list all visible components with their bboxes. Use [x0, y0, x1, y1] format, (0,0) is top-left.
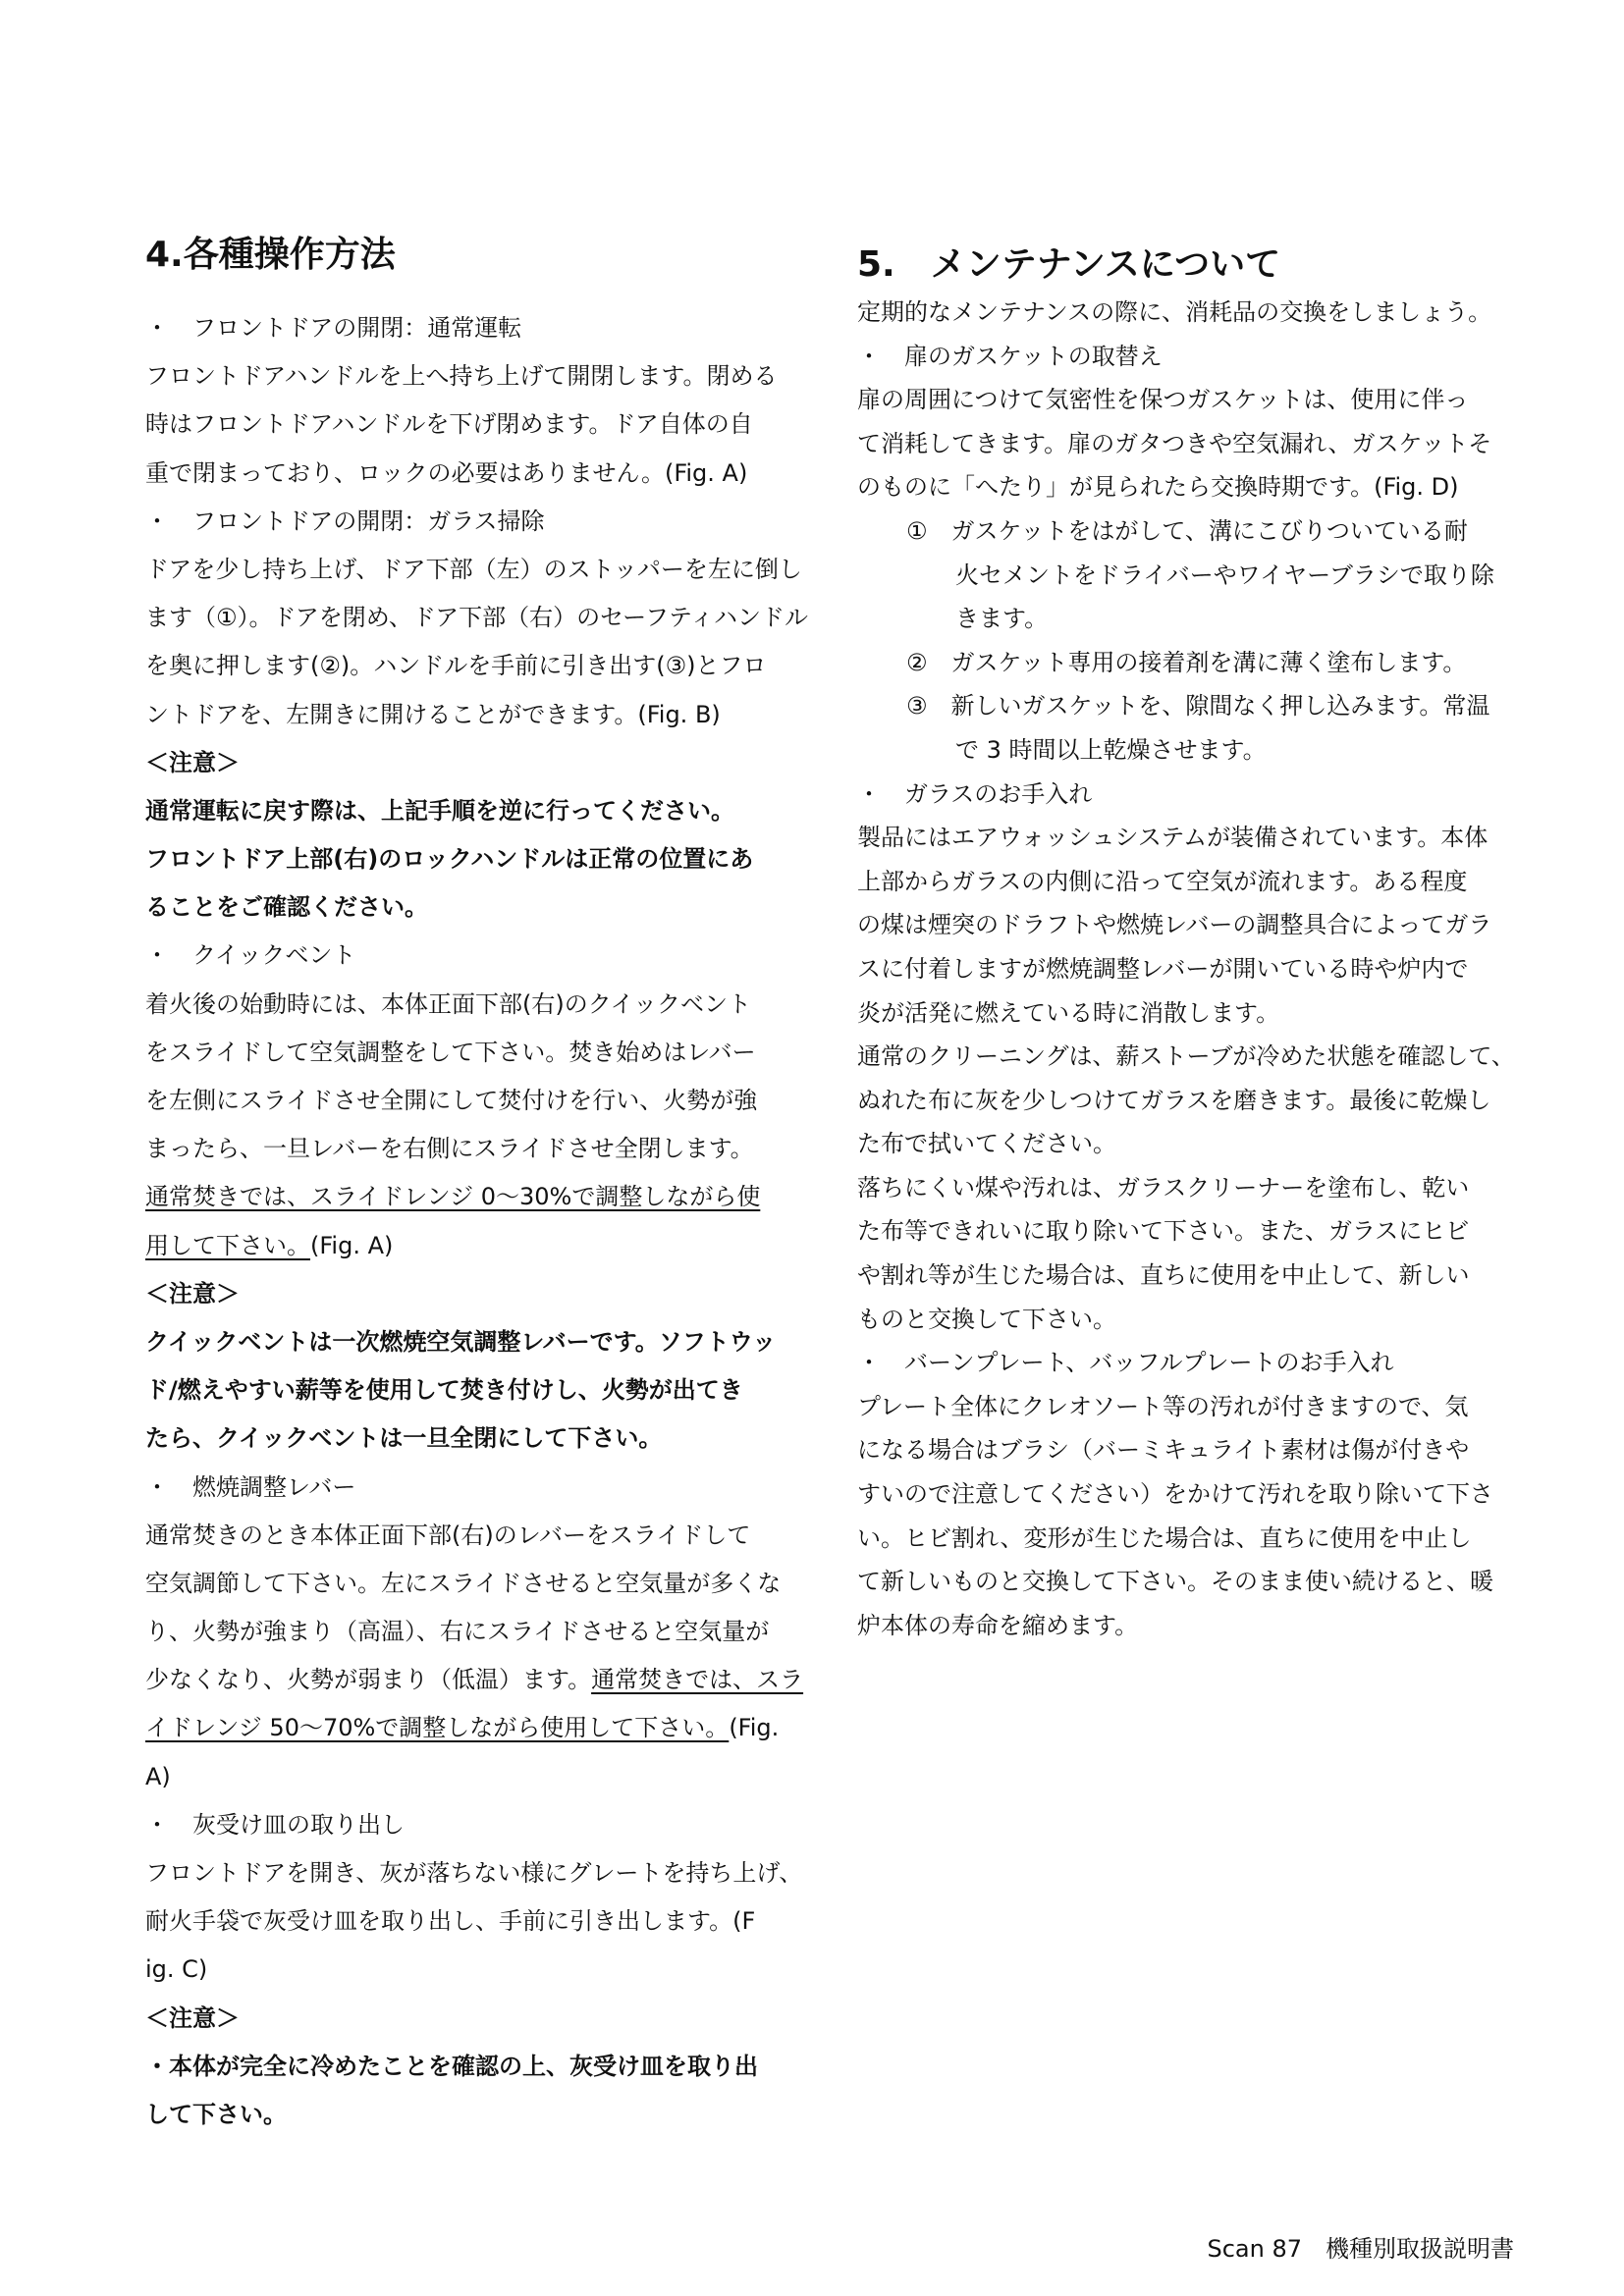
text-line [857, 991, 1517, 1036]
line-text: ものと交換して下さい。 [857, 1305, 1116, 1333]
text-line [857, 1472, 1517, 1517]
line-text: 通常焚きでは、スライドレンジ 0～30%で調整しながら使 [145, 1183, 761, 1211]
line-text: まったら、一旦レバーを右側にスライドさせ全閉します。 [145, 1135, 754, 1163]
figure-reference: (Fig. [729, 1714, 780, 1742]
line-text: イドレンジ 50～70%で調整しながら使用して下さい。 [145, 1714, 730, 1742]
text-line [145, 1222, 813, 1270]
line-text: をスライドして空気調整をして下さい。焚き始めはレバー [145, 1038, 756, 1066]
text-line [145, 594, 813, 642]
line-text: ド/燃えやすい薪等を使用して焚き付けし、火勢が出てき [145, 1376, 743, 1405]
text-line [857, 465, 1517, 509]
text-line [857, 291, 1517, 335]
text-line [145, 1029, 813, 1077]
text-line [145, 981, 813, 1029]
bullet-heading [857, 335, 1517, 379]
text-line [857, 1209, 1517, 1254]
numbered-step [857, 684, 1517, 728]
text-line [145, 1077, 813, 1125]
line-text: ・ フロントドアの開閉：通常運転 [145, 314, 522, 342]
text-line [145, 1849, 813, 1897]
line-text: 通常運転に戻す際は、上記手順を逆に行ってください。 [145, 796, 734, 825]
caution-line [145, 1995, 813, 2043]
text-line [145, 1608, 813, 1656]
text-line [857, 728, 1517, 773]
text-line [857, 378, 1517, 422]
line-text: を奥に押します(②)。ハンドルを手前に引き出す(③)とフロ [145, 652, 767, 680]
line-text: ＜注意＞ [145, 748, 240, 776]
line-text: 炎が活発に燃えている時に消散します。 [857, 998, 1280, 1027]
line-text: ・本体が完全に冷めたことを確認の上、灰受け皿を取り出 [145, 2052, 758, 2080]
text-line [857, 1166, 1517, 1210]
line-text: ig. C) [145, 1955, 208, 1984]
line-text: ＜注意＞ [145, 2003, 240, 2032]
line-text: ントドアを、左開きに開けることができます。(Fig. B) [145, 700, 721, 728]
text-line [857, 1560, 1517, 1604]
text-line [145, 400, 813, 449]
line-text: 定期的なメンテナンスの際に、消耗品の交換をしましょう。 [857, 298, 1492, 326]
text-line [857, 1517, 1517, 1561]
line-text: 炉本体の寿命を縮めます。 [857, 1611, 1139, 1639]
line-text: ① ガスケットをはがして、溝にこびりついている耐 [906, 516, 1468, 545]
line-text: い。ヒビ割れ、変形が生じた場合は、直ちに使用を中止し [857, 1523, 1472, 1552]
text-line [145, 1173, 813, 1221]
line-text: ・ 燃焼調整レバー [145, 1472, 356, 1501]
text-line [857, 1604, 1517, 1648]
text-line [857, 597, 1517, 641]
text-line [145, 642, 813, 690]
bullet-heading [857, 1341, 1517, 1385]
caution-line [145, 835, 813, 883]
text-line [145, 546, 813, 594]
numbered-step [857, 509, 1517, 554]
line-text: して下さい。 [145, 2100, 287, 2128]
line-text: た布で拭いてください。 [857, 1130, 1116, 1158]
line-text: ドアを少し持ち上げ、ドア下部（左）のストッパーを左に倒し [145, 555, 802, 583]
text-line [145, 1946, 813, 1994]
line-text: ぬれた布に灰を少しつけてガラスを磨きます。最後に乾燥し [857, 1086, 1491, 1114]
text-line [145, 1656, 813, 1704]
line-text: きます。 [955, 605, 1049, 633]
line-text: フロントドア上部(右)のロックハンドルは正常の位置にあ [145, 845, 754, 874]
line-text: フロントドアを開き、灰が落ちない様にグレートを持ち上げ、 [145, 1859, 803, 1887]
line-text: り、火勢が強まり（高温）、右にスライドさせると空気量が [145, 1618, 770, 1646]
line-text-underlined: 通常焚きでは、スラ [591, 1666, 804, 1694]
section-5-title: 5. メンテナンスについて [857, 244, 1281, 285]
text-line [145, 1753, 813, 1801]
line-text: 火セメントをドライバーやワイヤーブラシで取り除 [955, 561, 1494, 589]
figure-reference: (Fig. A) [310, 1231, 394, 1259]
line-text: ・ バーンプレート、バッフルプレートのお手入れ [857, 1349, 1394, 1377]
bullet-heading [145, 304, 813, 352]
line-text: ・ クイックベント [145, 941, 356, 970]
text-line [145, 1560, 813, 1608]
line-text: 時はフロントドアハンドルを下げ閉めます。ドア自体の自 [145, 410, 753, 439]
caution-line [145, 787, 813, 835]
line-text: ・ ガラスのお手入れ [857, 779, 1093, 808]
text-line [857, 816, 1517, 860]
line-text: 重で閉まっており、ロックの必要はありません。(Fig. A) [145, 458, 748, 487]
text-line [145, 1125, 813, 1173]
caution-line [145, 2091, 813, 2139]
text-line [857, 1385, 1517, 1429]
line-text: ・ フロントドアの開閉：ガラス掃除 [145, 507, 545, 535]
caution-line [145, 1318, 813, 1366]
text-line [857, 1035, 1517, 1079]
section-4-title: 4.各種操作方法 [145, 235, 396, 275]
line-text: ・ 扉のガスケットの取替え [857, 342, 1163, 370]
line-text: たら、クイックベントは一旦全閉にして下さい。 [145, 1424, 663, 1453]
bullet-heading [145, 498, 813, 546]
line-text: や割れ等が生じた場合は、直ちに使用を中止して、新しい [857, 1261, 1470, 1290]
line-text: A) [145, 1762, 171, 1790]
line-text: フロントドアハンドルを上へ持ち上げて開閉します。閉める [145, 362, 778, 391]
text-line [857, 1079, 1517, 1123]
line-text: 耐火手袋で灰受け皿を取り出し、手前に引き出します。(F [145, 1907, 756, 1936]
line-text: ② ガスケット専用の接着剤を溝に薄く塗布します。 [906, 648, 1467, 676]
caution-line [145, 1366, 813, 1415]
text-line [145, 450, 813, 498]
text-line [857, 947, 1517, 991]
text-line [857, 1254, 1517, 1298]
line-text: クイックベントは一次燃焼空気調整レバーです。ソフトウッ [145, 1327, 777, 1356]
numbered-step [857, 641, 1517, 685]
text-line [857, 903, 1517, 947]
line-text: のものに「へたり」が見られたら交換時期です。(Fig. D) [857, 473, 1459, 502]
bullet-heading [145, 1464, 813, 1512]
line-text: で 3 時間以上乾燥させます。 [955, 735, 1267, 764]
text-line [857, 422, 1517, 466]
line-text: 扉の周囲につけて気密性を保つガスケットは、使用に伴っ [857, 386, 1469, 414]
caution-line [145, 2043, 813, 2091]
text-line [857, 1298, 1517, 1342]
text-line [145, 1512, 813, 1560]
section-4-body [145, 304, 813, 2139]
section-5-body [857, 291, 1517, 1647]
bullet-heading [145, 932, 813, 980]
line-text: 用して下さい。 [145, 1231, 310, 1259]
text-line [145, 1704, 813, 1752]
line-text: て新しいものと交換して下さい。そのまま使い続けると、暖 [857, 1568, 1493, 1596]
page-footer: Scan 87 機種別取扱説明書 [1207, 2235, 1514, 2263]
caution-line [145, 739, 813, 787]
line-text: を左側にスライドさせ全開にして焚付けを行い、火勢が強 [145, 1087, 758, 1114]
line-text: 着火後の始動時には、本体正面下部(右)のクイックベント [145, 989, 752, 1018]
line-text: スに付着しますが燃焼調整レバーが開いている時や炉内で [857, 954, 1469, 983]
line-text: 製品にはエアウォッシュシステムが装備されています。本体 [857, 824, 1489, 852]
text-line [145, 1897, 813, 1946]
bullet-heading [145, 1801, 813, 1849]
line-text: ＜注意＞ [145, 1279, 240, 1308]
bullet-heading [857, 773, 1517, 817]
line-text: 少なくなり、火勢が弱まり（低温）ます。 [145, 1666, 592, 1694]
text-line [857, 860, 1517, 904]
text-line [857, 1122, 1517, 1166]
line-text: プレート全体にクレオソート等の汚れが付きますので、気 [857, 1392, 1469, 1420]
text-line [145, 352, 813, 400]
line-text: すいので注意してください）をかけて汚れを取り除いて下さ [857, 1480, 1493, 1509]
line-text: 通常のクリーニングは、薪ストーブが冷めた状態を確認して、 [857, 1042, 1515, 1071]
line-text: 通常焚きのとき本体正面下部(右)のレバーをスライドして [145, 1521, 751, 1549]
line-text: ます（①）。ドアを閉め、ドア下部（右）のセーフティハンドル [145, 604, 809, 632]
line-text: ③ 新しいガスケットを、隙間なく押し込みます。常温 [906, 692, 1490, 721]
line-text: 空気調節して下さい。左にスライドさせると空気量が多くな [145, 1569, 782, 1597]
caution-line [145, 1270, 813, 1318]
line-text: になる場合はブラシ（バーミキュライト素材は傷が付きや [857, 1436, 1470, 1465]
text-line [857, 554, 1517, 598]
text-line [145, 691, 813, 739]
line-text: 落ちにくい煤や汚れは、ガラスクリーナーを塗布し、乾い [857, 1173, 1470, 1201]
line-text: の煤は煙突のドラフトや燃焼レバーの調整具合によってガラ [857, 911, 1492, 939]
line-text: ることをご確認ください。 [145, 893, 428, 922]
caution-line [145, 1415, 813, 1463]
line-text: た布等できれいに取り除いて下さい。また、ガラスにヒビ [857, 1217, 1470, 1246]
text-line [857, 1428, 1517, 1472]
caution-line [145, 883, 813, 932]
line-text: ・ 灰受け皿の取り出し [145, 1810, 405, 1839]
line-text: 上部からガラスの内側に沿って空気が流れます。ある程度 [857, 867, 1468, 895]
line-text: て消耗してきます。扉のガタつきや空気漏れ、ガスケットそ [857, 429, 1492, 457]
